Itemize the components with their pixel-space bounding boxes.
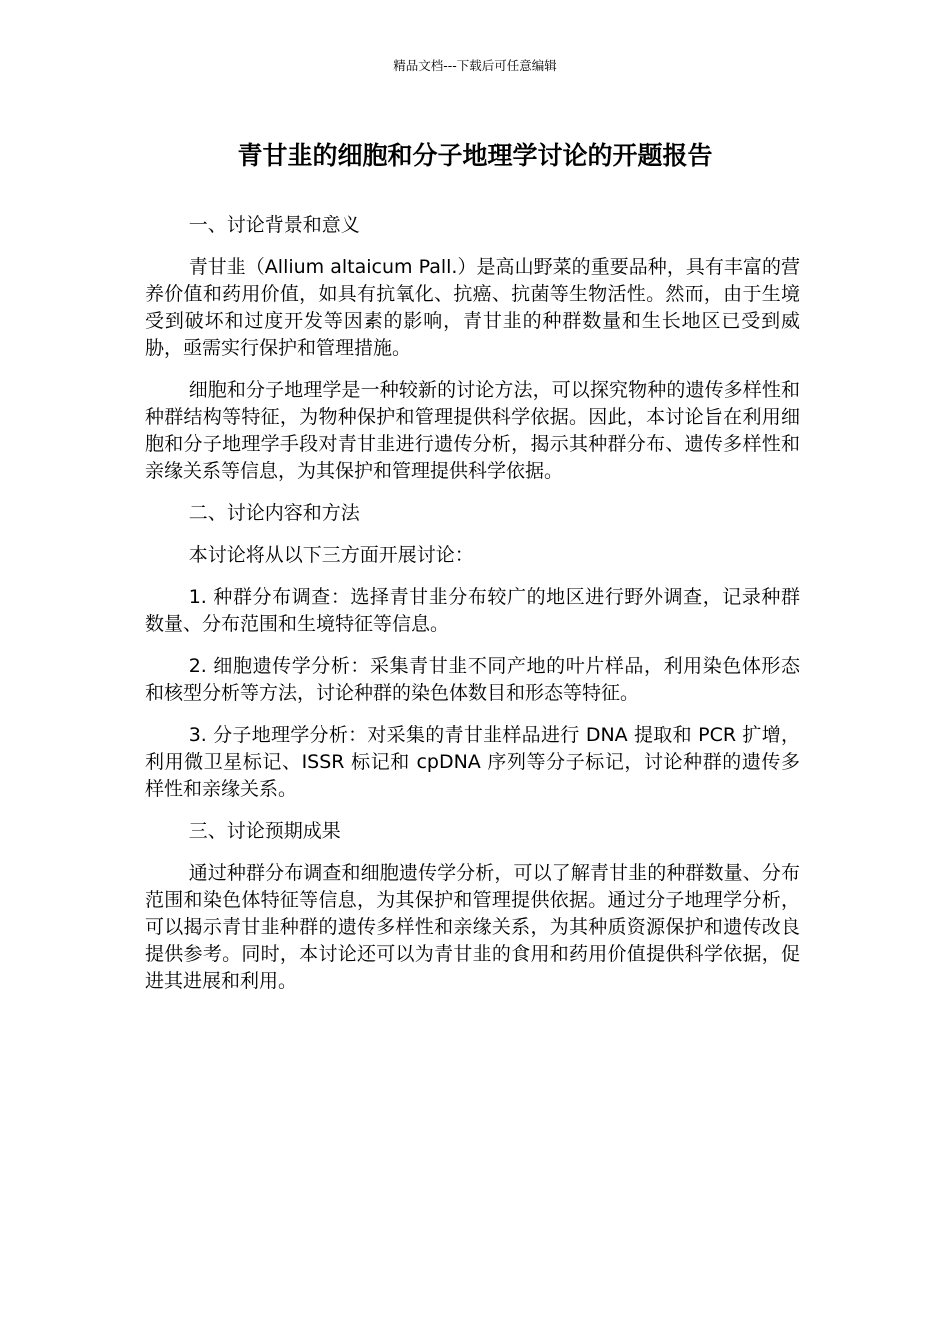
list-item-cytogenetic-analysis: 2. 细胞遗传学分析：采集青甘韭不同产地的叶片样品，利用染色体形态和核型分析等方法，讨论种群的染色体数目和形态等特征。 (145, 655, 800, 704)
paragraph-background-1: 青甘韭（Allium altaicum Pall.）是高山野菜的重要品种，具有丰富的营养价值和药用价值，如具有抗氧化、抗癌、抗菌等生物活性。然而，由于生境受到破坏和过度开发等因素的影响，青甘韭的种群数量和生长地区已受到威胁，亟需实行保护和管理措施。 (145, 256, 800, 359)
paragraph-expected-results: 通过种群分布调查和细胞遗传学分析，可以了解青甘韭的种群数量、分布范围和染色体特征等信息，为其保护和管理提供依据。通过分子地理学分析，可以揭示青甘韭种群的遗传多样性和亲缘关系，为其种质资源保护和遗传改良提供参考。同时，本讨论还可以为青甘韭的食用和药用价值提供科学依据，促进其进展和利用。 (145, 862, 800, 992)
document-body (145, 212, 800, 1010)
section-heading-expected-results: 三、讨论预期成果 (188, 820, 341, 842)
page-header: 精品文档---下载后可任意编辑 (393, 58, 557, 73)
document-title: 青甘韭的细胞和分子地理学讨论的开题报告 (237, 141, 713, 170)
section-heading-background: 一、讨论背景和意义 (188, 214, 360, 236)
section-heading-content-methods: 二、讨论内容和方法 (188, 502, 360, 524)
paragraph-methods-intro: 本讨论将从以下三方面开展讨论： (188, 544, 474, 566)
list-item-molecular-analysis: 3. 分子地理学分析：对采集的青甘韭样品进行 DNA 提取和 PCR 扩增，利用微卫星标记、ISSR 标记和 cpDNA 序列等分子标记，讨论种群的遗传多样性和亲缘关系。 (145, 724, 800, 800)
list-item-population-survey: 1. 种群分布调查：选择青甘韭分布较广的地区进行野外调查，记录种群数量、分布范围和生境特征等信息。 (145, 586, 800, 635)
paragraph-background-2: 细胞和分子地理学是一种较新的讨论方法，可以探究物种的遗传多样性和种群结构等特征，为物种保护和管理提供科学依据。因此，本讨论旨在利用细胞和分子地理学手段对青甘韭进行遗传分析，揭示其种群分布、遗传多样性和亲缘关系等信息，为其保护和管理提供科学依据。 (145, 379, 800, 482)
